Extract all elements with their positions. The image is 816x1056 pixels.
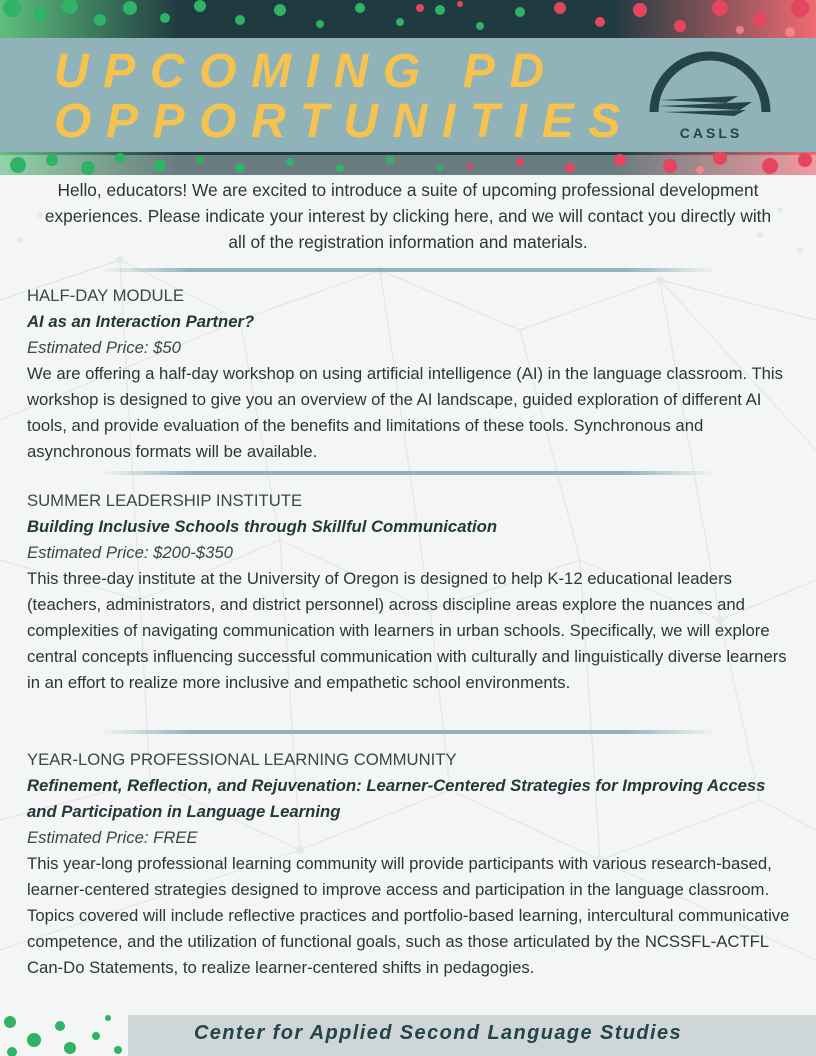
- section-summer-leadership-institute: [27, 488, 797, 696]
- section-description: This three-day institute at the University of Oregon is designed to help K-12 educational leaders (teachers, administrators, and district personnel) across discipline areas explore the nuances and complexities of navigating communication with learners in urban schools. Specifically, we will explore central concepts influencing successful communication with culturally and linguistically diverse learners in an effort to realize more inclusive and empathetic school environments.: [27, 569, 787, 692]
- section-category: YEAR-LONG PROFESSIONAL LEARNING COMMUNITY: [27, 750, 457, 769]
- section-price: Estimated Price: $50: [27, 338, 181, 357]
- section-half-day-module: [27, 283, 797, 465]
- logo-text: CASLS: [679, 125, 743, 141]
- section-title: Refinement, Reflection, and Rejuvenation: Learner-Centered Strategies for Improving Access and Participation in Language Learning: [27, 776, 766, 821]
- section-category: HALF-DAY MODULE: [27, 286, 185, 305]
- page-title-line-1: UPCOMING PD: [54, 45, 559, 98]
- section-year-long-plc: [27, 747, 797, 981]
- section-price: Estimated Price: FREE: [27, 828, 198, 847]
- divider: [100, 471, 716, 475]
- section-title: AI as an Interaction Partner?: [27, 312, 255, 331]
- intro-paragraph: Hello, educators! We are excited to introduce a suite of upcoming professional development experiences. Please indicate your interest by clicking here, and we will contact you directly with all of the registration information and materials.: [44, 180, 772, 252]
- page-title-line-2: OPPORTUNITIES: [54, 95, 635, 148]
- section-title: Building Inclusive Schools through Skillful Communication: [27, 517, 498, 536]
- section-description: This year-long professional learning community will provide participants with various research-based, learner-centered strategies designed to improve access and participation in the language classroom. Topics covered will include reflective practices and portfolio-based learning, intercultural communicative competence, and the utilization of functional goals, such as those articulated by the NCSSFL-ACTFL Can-Do Statements, to realize learner-centered shifts in pedagogies.: [27, 854, 790, 977]
- divider: [100, 268, 716, 272]
- divider: [100, 730, 716, 734]
- section-description: We are offering a half-day workshop on using artificial intelligence (AI) in the language classroom. This workshop is designed to give you an overview of the AI landscape, guided exploration of different AI tools, and provide evaluation of the benefits and limitations of these tools. Synchronous and asynchronous formats will be available.: [27, 364, 783, 461]
- section-price: Estimated Price: $200-$350: [27, 543, 233, 562]
- section-category: SUMMER LEADERSHIP INSTITUTE: [27, 491, 303, 510]
- footer-org-name: Center for Applied Second Language Studies: [193, 1022, 683, 1044]
